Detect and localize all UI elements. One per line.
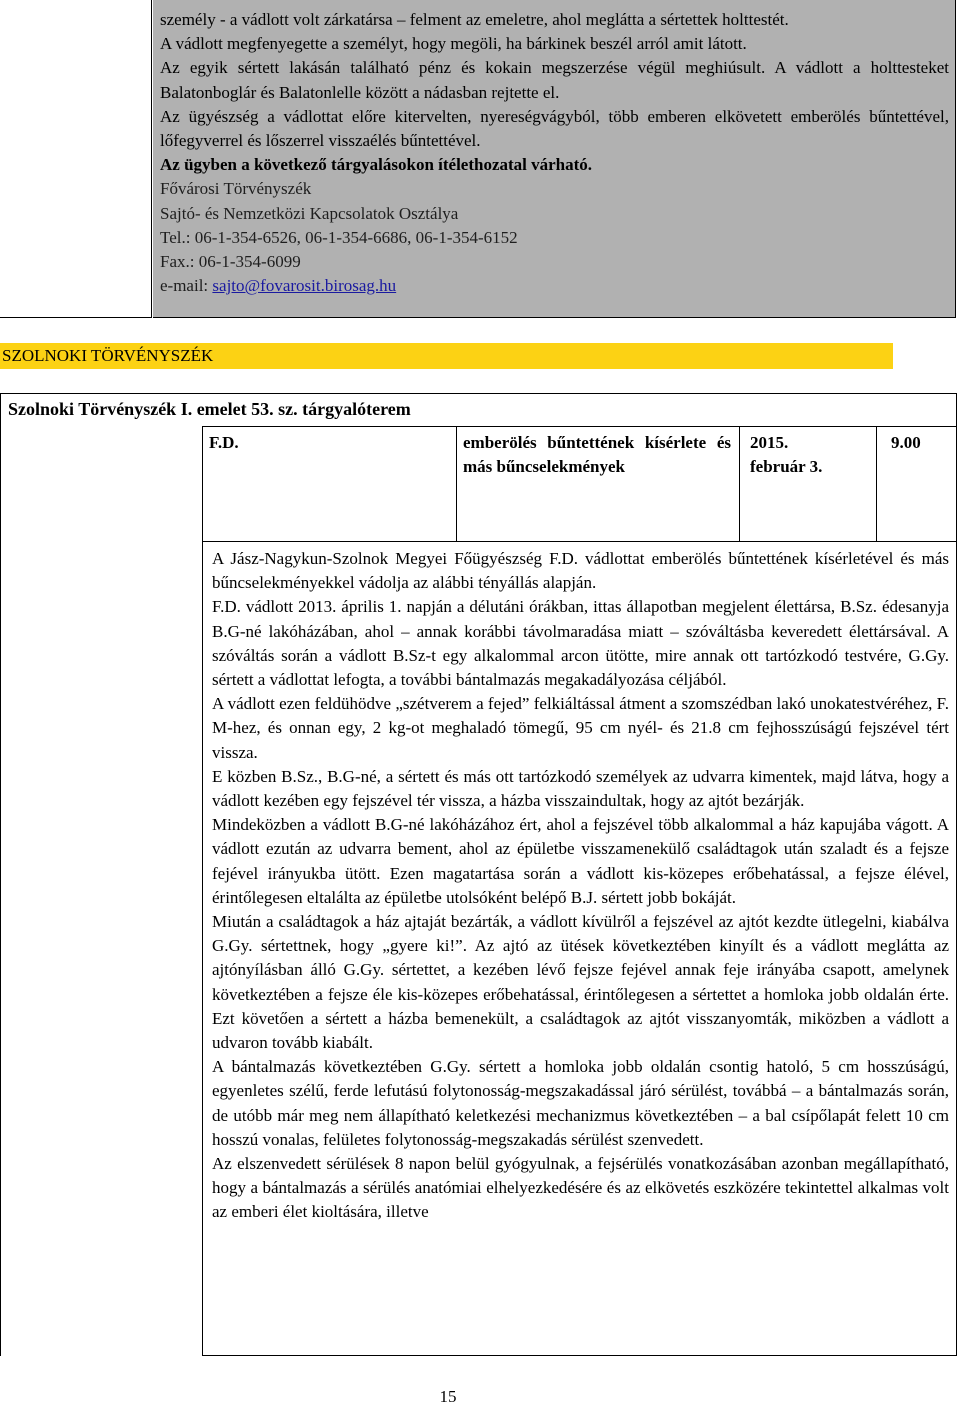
defendant-cell: F.D. <box>202 426 456 542</box>
date-cell <box>739 426 876 542</box>
description-paragraph: Miután a családtagok a ház ajtaját bezárták, a vádlott kívülről a fejszével az ajtót kezdte ütlegelni, kiabálva G.Gy. sértettnek, hogy „gyere ki!”. Az ajtó az ütések következtében kinyílt és a vádlott meglátta az ajtónyílásban álló G.Gy. sértettet, a kezében lévő fejsze fejével annak feje irányába csapott, amelynek következtében a fejsze éle kis-közepes erőbehatással, érintőlegesen a sértettet a homloka jobb oldalán érte. Ezt követően a sértett a házba bemenekült, a családtagok az ajtót visszanyomták, miközben a vádlott a udvaron tovább kiabált. <box>212 912 949 1053</box>
press-release-left-column <box>0 0 152 318</box>
contact-email-link[interactable]: sajto@fovarosit.birosag.hu <box>212 276 397 296</box>
contact-email-label: e-mail: <box>160 276 213 296</box>
contact-email-line <box>160 274 949 298</box>
description-paragraph: A Jász-Nagykun-Szolnok Megyei Főügyészség F.D. vádlottat emberölés bűntettének kísérletével és más bűncselekményekkel vádolja az alábbi tényállás alapján. <box>212 549 949 593</box>
description-paragraph: Az elszenvedett sérülések 8 napon belül gyógyulnak, a fejsérülés vonatkozásában azonban megállapítható, hogy a bántalmazás a sérülés anatómiai elhelyezkedésére és az elkövetés eszközére tekintettel alkalmas volt az emberi élet kioltására, illetve <box>212 1154 949 1222</box>
description-paragraph: F.D. vádlott 2013. április 1. napján a délutáni órákban, ittas állapotban megjelent élettársa, B.Sz. édesanyja B.G-né lakóházában, ahol – annak korábbi távolmaradása miatt – szóváltásba keveredett élettársával. A szóváltás során a vádlott B.Sz-t egy alkalommal arcon ütötte, mire annak ott tartózkodó testvére, G.Gy. sértett a vádlottat lefogta, a további bántalmazás megakadályozása céljából. <box>212 597 949 690</box>
press-release-line: A vádlott megfenyegette a személyt, hogy megöli, ha bárkinek beszél arról amit látott. <box>160 34 747 54</box>
date-year: 2015. <box>750 433 789 452</box>
press-release-panel <box>153 0 956 318</box>
press-release-line: Az egyik sértett lakásán található pénz és kokain megszerzése végül meghiúsult. A vádlott a holttesteket Balatonboglár és Balatonlelle között a nádasban rejtette el. <box>160 58 949 102</box>
description-paragraph: A bántalmazás következtében G.Gy. sértett a homloka jobb oldalán csontig hatoló, 5 cm hosszúságú, egyenletes szélű, ferde lefutású folytonosság-megszakadással járó sérülést, továbbá – a bántalmazás során, de utóbb már meg nem állapítható keletkezési mechanizmus következtében – a bal csípőlapát felett 10 cm hosszú vonalas, felületes folytonosság-megszakadás sérülést szenvedett. <box>212 1057 949 1149</box>
description-paragraph: A vádlott ezen feldühödve „szétverem a fejed” felkiáltással átment a szomszédban lakó unokatestvéréhez, F. M-hez, és onnan egy, 2 kg-ot meghaladó tömegű, 95 cm nyél- és 21.8 cm fejhosszúságú fejszével tért vissza. <box>212 694 949 762</box>
prosecution-text: Az ügyészség a vádlottat előre kitervelten, nyereségvágyból, több emberen elkövetett emberölés bűntettével, lőfegyverrel és lőszerrel visszaélés bűntettével. <box>160 106 949 151</box>
description-paragraph: Mindeközben a vádlott B.G-né lakóházához ért, ahol a fejszével több alkalommal a ház kapujába vágott. A vádlott ezután az udvarra bement, ahol az épületbe visszamenekülő családtagok után szaladt és a fejsze fejével irányukba ütött. Ezen magatartása során a vádlott kis-közepes erőbehatással, a fejsze élével, érintőlegesen eltalálta az épületbe utolsóként belépő B.J. sértett jobb bokáját. <box>212 815 949 907</box>
verdict-notice: Az ügyben a következő tárgyalásokon ítélethozatal várható. <box>160 155 593 175</box>
contact-tel: Tel.: 06-1-354-6526, 06-1-354-6686, 06-1-354-6152 <box>160 227 518 247</box>
hearing-left-spacer <box>1 426 202 1356</box>
contact-dept: Sajtó- és Nemzetközi Kapcsolatok Osztálya <box>160 203 459 223</box>
hearing-table <box>0 426 957 1356</box>
court-heading: SZOLNOKI TÖRVÉNYSZÉK <box>0 343 893 369</box>
charge-cell: emberölés bűntettének kísérlete és más bűncselekmények <box>456 426 739 542</box>
page-number: 15 <box>439 1387 457 1406</box>
description-paragraph: E közben B.Sz., B.G-né, a sértett és más ott tartózkodó személyek az udvarra kimentek, majd látva, hogy a vádlott kezében egy fejszével tér vissza, a házba visszaindultak, hogy az ajtót bezárják. <box>212 766 949 811</box>
date-day: február 3. <box>750 457 823 477</box>
press-release-line: személy - a vádlott volt zárkatársa – felment az emeletre, ahol meglátta a sértettek holttestét. <box>160 10 789 29</box>
case-description <box>202 542 956 1356</box>
hall-heading: Szolnoki Törvényszék I. emelet 53. sz. tárgyalóterem <box>0 393 957 427</box>
contact-org: Fővárosi Törvényszék <box>160 179 312 199</box>
contact-fax: Fax.: 06-1-354-6099 <box>160 252 301 272</box>
time-cell: 9.00 <box>876 426 956 542</box>
